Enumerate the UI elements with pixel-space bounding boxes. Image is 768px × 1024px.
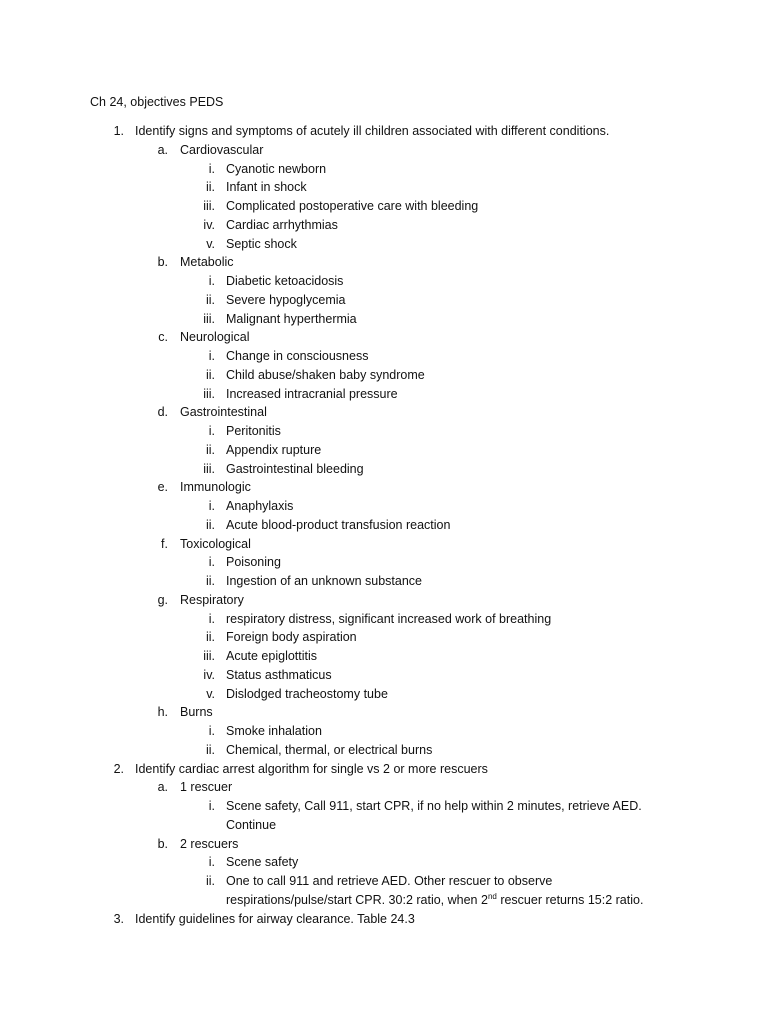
sub-item bbox=[0, 647, 768, 665]
section-item bbox=[0, 141, 768, 159]
sub-item bbox=[0, 272, 768, 290]
section-item bbox=[0, 703, 768, 721]
list-marker: v. bbox=[206, 686, 215, 701]
list-marker: i. bbox=[208, 349, 215, 363]
list-marker: b. bbox=[157, 255, 168, 270]
list-marker: ii. bbox=[205, 292, 215, 307]
sub-item bbox=[0, 553, 768, 571]
list-marker: v. bbox=[206, 236, 215, 251]
list-marker: e. bbox=[157, 480, 168, 495]
sub-item bbox=[0, 385, 768, 403]
sub-item-text: Anaphylaxis bbox=[226, 499, 294, 513]
sub-item bbox=[0, 797, 768, 815]
sub-item bbox=[0, 347, 768, 365]
objective-text: Identify cardiac arrest algorithm for single vs 2 or more rescuers bbox=[135, 761, 488, 776]
section-label: Gastrointestinal bbox=[180, 405, 267, 420]
sub-item bbox=[0, 310, 768, 328]
list-marker: ii. bbox=[205, 180, 215, 195]
sub-item bbox=[0, 235, 768, 253]
sub-item bbox=[0, 216, 768, 234]
section-item bbox=[0, 253, 768, 271]
sub-item-text: Continue bbox=[226, 817, 277, 832]
sub-item-text: respiratory distress, significant increased work of breathing bbox=[226, 611, 552, 626]
sub-item-text: Diabetic ketoacidosis bbox=[226, 274, 344, 288]
list-marker: ii. bbox=[205, 367, 215, 382]
list-marker: i. bbox=[208, 724, 215, 738]
sub-item bbox=[0, 610, 768, 628]
sub-item-text: Poisoning bbox=[226, 555, 281, 570]
sub-item bbox=[0, 197, 768, 215]
list-marker: i. bbox=[208, 855, 215, 870]
sub-item bbox=[0, 872, 768, 890]
sub-item bbox=[0, 291, 768, 309]
list-marker: i. bbox=[208, 274, 215, 288]
sub-item-text: Scene safety, Call 911, start CPR, if no help within 2 minutes, retrieve AED. bbox=[226, 799, 642, 813]
list-marker: i. bbox=[208, 799, 215, 813]
list-marker: d. bbox=[157, 405, 168, 420]
section-label: 1 rescuer bbox=[180, 780, 233, 795]
sub-item-text: Cyanotic newborn bbox=[226, 161, 327, 176]
list-marker: 3. bbox=[113, 911, 124, 926]
section-label: Toxicological bbox=[180, 536, 251, 551]
section-label: Burns bbox=[180, 705, 213, 720]
sub-item-continuation bbox=[0, 816, 768, 834]
objective-item bbox=[0, 910, 768, 928]
sub-item-text: Malignant hyperthermia bbox=[226, 311, 357, 326]
section-label: Cardiovascular bbox=[180, 142, 264, 157]
list-marker: ii. bbox=[205, 874, 215, 888]
objective-text: Identify guidelines for airway clearance. Table 24.3 bbox=[135, 911, 415, 926]
list-marker: i. bbox=[208, 424, 215, 438]
sub-item-text: Peritonitis bbox=[226, 424, 281, 438]
sub-item bbox=[0, 572, 768, 590]
list-marker: iv. bbox=[203, 667, 215, 682]
list-marker: iii. bbox=[203, 311, 215, 326]
sub-item-text: Increased intracranial pressure bbox=[226, 386, 398, 401]
sub-item-text: Cardiac arrhythmias bbox=[226, 217, 338, 232]
section-item bbox=[0, 835, 768, 853]
sub-item bbox=[0, 160, 768, 178]
sub-item-text: Complicated postoperative care with bleeding bbox=[226, 199, 479, 213]
section-item bbox=[0, 403, 768, 421]
sub-item-text: Change in consciousness bbox=[226, 349, 369, 363]
sub-item-text: Dislodged tracheostomy tube bbox=[226, 686, 388, 701]
list-marker: f. bbox=[161, 536, 168, 551]
section-label: Metabolic bbox=[180, 255, 234, 270]
list-marker: iii. bbox=[203, 649, 215, 663]
list-marker: iv. bbox=[203, 217, 215, 232]
section-label: 2 rescuers bbox=[180, 836, 239, 851]
objective-item bbox=[0, 760, 768, 778]
objective-text: Identify signs and symptoms of acutely ill children associated with different conditions. bbox=[135, 124, 610, 138]
sub-item-text: Severe hypoglycemia bbox=[226, 292, 346, 307]
list-marker: a. bbox=[157, 780, 168, 795]
sub-item bbox=[0, 722, 768, 740]
list-marker: b. bbox=[157, 836, 168, 851]
section-label: Neurological bbox=[180, 330, 250, 345]
list-marker: c. bbox=[158, 330, 168, 345]
list-marker: a. bbox=[157, 142, 168, 157]
list-marker: h. bbox=[157, 705, 168, 720]
sub-item-text: Child abuse/shaken baby syndrome bbox=[226, 367, 425, 382]
sub-item bbox=[0, 460, 768, 478]
sub-item bbox=[0, 853, 768, 871]
list-marker: iii. bbox=[203, 461, 215, 476]
sub-item-text: Septic shock bbox=[226, 236, 297, 251]
section-item bbox=[0, 478, 768, 496]
list-marker: i. bbox=[208, 555, 215, 570]
sub-item bbox=[0, 441, 768, 459]
sub-item bbox=[0, 628, 768, 646]
text-run: respirations/pulse/start CPR. 30:2 ratio, when 2 bbox=[226, 892, 488, 907]
list-marker: ii. bbox=[205, 442, 215, 457]
sub-item-text: Ingestion of an unknown substance bbox=[226, 574, 422, 588]
ordinal-superscript: nd bbox=[487, 891, 497, 901]
sub-item-text: Acute blood-product transfusion reaction bbox=[226, 517, 451, 532]
sub-item-text: One to call 911 and retrieve AED. Other rescuer to observe bbox=[226, 874, 553, 888]
document-title: Ch 24, objectives PEDS bbox=[90, 95, 224, 109]
sub-item bbox=[0, 685, 768, 703]
list-marker: i. bbox=[208, 499, 215, 513]
sub-item-text: Chemical, thermal, or electrical burns bbox=[226, 742, 433, 757]
sub-item-text: Infant in shock bbox=[226, 180, 307, 195]
list-marker: i. bbox=[208, 611, 215, 626]
section-item bbox=[0, 778, 768, 796]
section-item bbox=[0, 328, 768, 346]
list-marker: ii. bbox=[205, 630, 215, 645]
list-marker: 1. bbox=[113, 124, 124, 138]
list-marker: 2. bbox=[113, 761, 124, 776]
sub-item-text: Gastrointestinal bleeding bbox=[226, 461, 364, 476]
list-marker: iii. bbox=[203, 199, 215, 213]
text-run: rescuer returns 15:2 ratio. bbox=[496, 892, 644, 907]
sub-item-text: Foreign body aspiration bbox=[226, 630, 357, 645]
list-marker: i. bbox=[208, 161, 215, 176]
list-marker: iii. bbox=[203, 386, 215, 401]
sub-item bbox=[0, 422, 768, 440]
sub-item bbox=[0, 741, 768, 759]
sub-item-text: Status asthmaticus bbox=[226, 667, 332, 682]
sub-item-continuation bbox=[0, 891, 768, 909]
section-label: Immunologic bbox=[180, 480, 251, 495]
list-marker: ii. bbox=[205, 574, 215, 588]
sub-item-text: Appendix rupture bbox=[226, 442, 322, 457]
sub-item-text bbox=[226, 891, 643, 909]
list-marker: ii. bbox=[205, 742, 215, 757]
sub-item bbox=[0, 516, 768, 534]
sub-item-text: Scene safety bbox=[226, 855, 299, 870]
sub-item bbox=[0, 178, 768, 196]
sub-item bbox=[0, 497, 768, 515]
sub-item-text: Acute epiglottitis bbox=[226, 649, 318, 663]
sub-item bbox=[0, 366, 768, 384]
section-item bbox=[0, 591, 768, 609]
list-marker: ii. bbox=[205, 517, 215, 532]
sub-item-text: Smoke inhalation bbox=[226, 724, 322, 738]
sub-item bbox=[0, 666, 768, 684]
section-label: Respiratory bbox=[180, 592, 244, 607]
objective-item bbox=[0, 122, 768, 140]
section-item bbox=[0, 535, 768, 553]
list-marker: g. bbox=[157, 592, 168, 607]
